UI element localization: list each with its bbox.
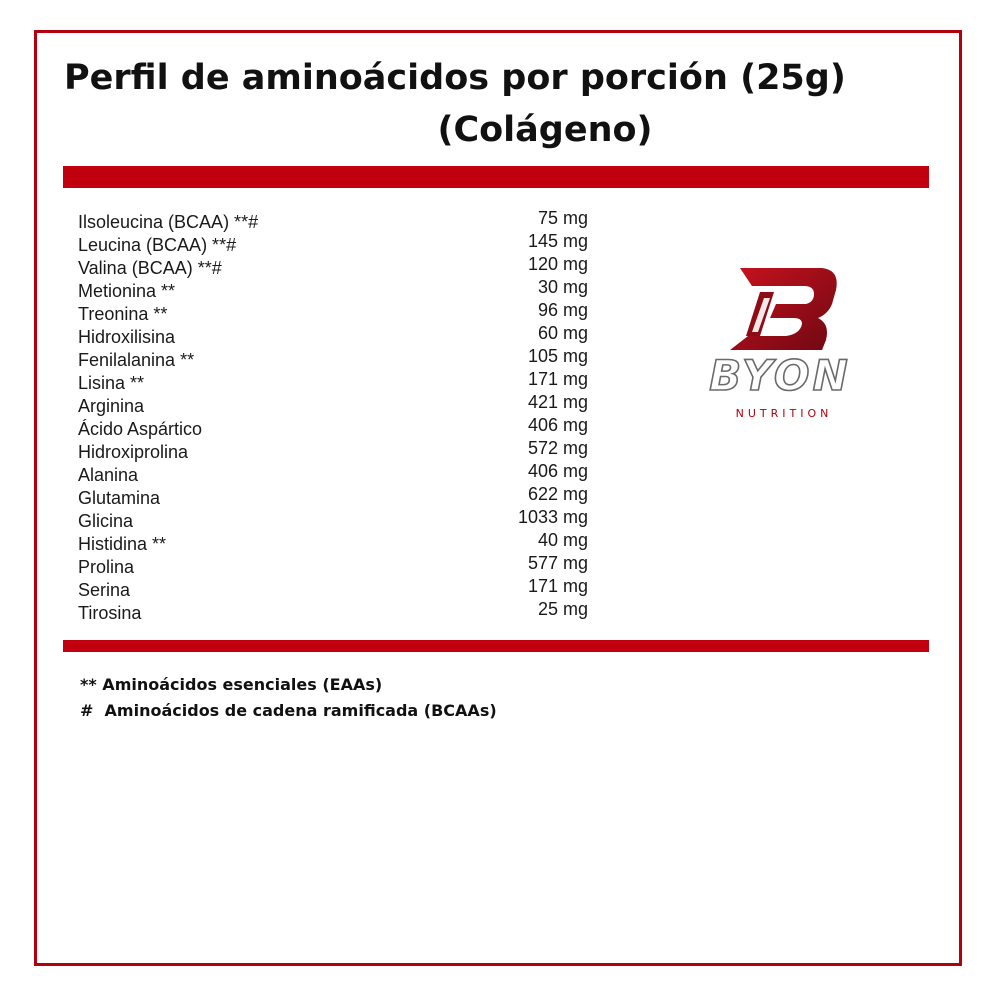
amino-acid-amount: 572 mg bbox=[527, 438, 588, 458]
table-row bbox=[78, 598, 588, 621]
amino-acid-amount: 406 mg bbox=[527, 415, 588, 435]
amino-acid-name: Valina (BCAA) **# bbox=[78, 258, 222, 278]
amino-acid-amount: 577 mg bbox=[527, 553, 588, 573]
table-row bbox=[78, 253, 588, 276]
amino-acid-name: Metionina ** bbox=[78, 281, 176, 301]
amino-acid-name: Alanina bbox=[78, 465, 139, 485]
amino-acid-amount: 1033 mg bbox=[517, 507, 588, 527]
table-row bbox=[78, 276, 588, 299]
amino-acid-table bbox=[78, 207, 588, 621]
table-row bbox=[78, 414, 588, 437]
amino-acid-amount: 25 mg bbox=[537, 599, 588, 619]
amino-acid-name: Fenilalanina ** bbox=[78, 350, 195, 370]
table-row bbox=[78, 529, 588, 552]
amino-acid-name: Arginina bbox=[78, 396, 145, 416]
table-row bbox=[78, 483, 588, 506]
logo-brand-text: BYON bbox=[709, 351, 851, 400]
amino-acid-amount: 421 mg bbox=[527, 392, 588, 412]
brand-logo bbox=[690, 262, 870, 427]
amino-acid-amount: 120 mg bbox=[527, 254, 588, 274]
title-line-2: (Colágeno) bbox=[437, 110, 653, 150]
amino-acid-amount: 75 mg bbox=[537, 208, 588, 228]
amino-acid-name: Leucina (BCAA) **# bbox=[78, 235, 237, 255]
byon-b-logo-icon bbox=[690, 262, 870, 427]
amino-acid-name: Histidina ** bbox=[78, 534, 167, 554]
table-row bbox=[78, 322, 588, 345]
amino-acid-amount: 30 mg bbox=[537, 277, 588, 297]
amino-acid-name: Prolina bbox=[78, 557, 135, 577]
page-title bbox=[40, 52, 960, 156]
title-line-1: Perfil de aminoácidos por porción (25g) bbox=[64, 58, 846, 98]
amino-acid-name: Glutamina bbox=[78, 488, 161, 508]
amino-acid-amount: 171 mg bbox=[527, 369, 588, 389]
table-row bbox=[78, 391, 588, 414]
table-row bbox=[78, 345, 588, 368]
bottom-divider-bar bbox=[63, 640, 929, 652]
table-row bbox=[78, 299, 588, 322]
amino-acid-amount: 145 mg bbox=[527, 231, 588, 251]
amino-acid-amount: 60 mg bbox=[537, 323, 588, 343]
top-divider-bar bbox=[63, 166, 929, 188]
amino-acid-name: Lisina ** bbox=[78, 373, 145, 393]
amino-acid-name: Serina bbox=[78, 580, 131, 600]
footnote-essential: ** Aminoácidos esenciales (EAAs) bbox=[80, 675, 383, 694]
table-row bbox=[78, 230, 588, 253]
amino-acid-amount: 406 mg bbox=[527, 461, 588, 481]
amino-acid-amount: 622 mg bbox=[527, 484, 588, 504]
amino-acid-name: Ilsoleucina (BCAA) **# bbox=[78, 212, 259, 232]
amino-acid-name: Hidroxiprolina bbox=[78, 442, 189, 462]
table-row bbox=[78, 575, 588, 598]
amino-acid-name: Tirosina bbox=[78, 603, 142, 623]
footnote-branched: # Aminoácidos de cadena ramificada (BCAAs) bbox=[80, 701, 497, 720]
amino-acid-name: Treonina ** bbox=[78, 304, 168, 324]
amino-acid-amount: 40 mg bbox=[537, 530, 588, 550]
table-row bbox=[78, 437, 588, 460]
amino-acid-name: Ácido Aspártico bbox=[78, 419, 203, 439]
amino-acid-name: Glicina bbox=[78, 511, 134, 531]
logo-sub-text: NUTRITION bbox=[735, 407, 833, 420]
amino-acid-amount: 171 mg bbox=[527, 576, 588, 596]
amino-acid-amount: 105 mg bbox=[527, 346, 588, 366]
table-row bbox=[78, 207, 588, 230]
footnotes bbox=[80, 672, 497, 724]
amino-acid-amount: 96 mg bbox=[537, 300, 588, 320]
amino-acid-name: Hidroxilisina bbox=[78, 327, 176, 347]
